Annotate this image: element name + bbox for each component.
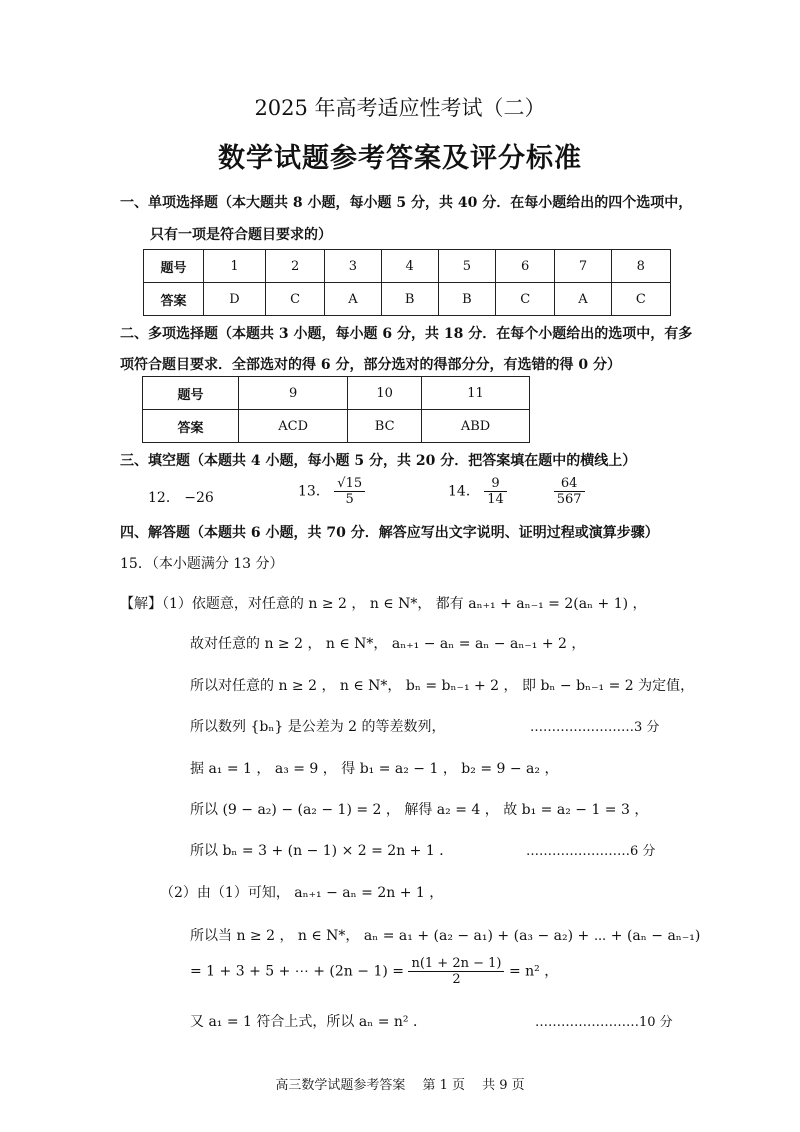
table-cell: A <box>325 283 381 316</box>
document-title: 数学试题参考答案及评分标准 <box>218 143 582 174</box>
solution-line-1 <box>120 593 647 613</box>
row-label-question: 题号 <box>143 377 239 410</box>
q13-fraction <box>334 476 365 507</box>
table-cell: 9 <box>239 377 348 410</box>
solution-line-4: 所以数列 {bₙ} 是公差为 2 的等差数列， <box>190 719 446 735</box>
table-cell: 7 <box>555 250 611 283</box>
table-cell: 5 <box>438 250 495 283</box>
table-cell: ABD <box>422 410 530 443</box>
table-cell: 3 <box>325 250 381 283</box>
table-cell: 1 <box>204 250 266 283</box>
q13-label: 13． <box>298 483 330 500</box>
q14-a-denominator: 14 <box>487 492 504 507</box>
section1-heading-line1: 一、单项选择题（本大题共 8 小题，每小题 5 分，共 40 分．在每小题给出的四个选项中， <box>120 195 693 211</box>
q14-b-numerator: 64 <box>554 476 585 492</box>
solution-line-6: 所以 (9 − a₂) − (a₂ − 1) = 2 ， 解得 a₂ = 4 ， 故 b₁ = a₂ − 1 = 3 ， <box>190 802 649 818</box>
answer-13 <box>298 476 365 507</box>
section3-heading: 三、填空题（本题共 4 小题，每小题 5 分，共 20 分．把答案填在题中的横线上） <box>120 453 637 469</box>
table-cell: 4 <box>381 250 438 283</box>
question-15-title: 15．（本小题满分 13 分） <box>120 556 284 572</box>
q14-label: 14． <box>448 483 480 500</box>
solution-line-3: 所以对任意的 n ≥ 2 ， n ∈ N*， bₙ = bₙ₋₁ + 2 ， 即 bₙ − bₙ₋₁ = 2 为定值， <box>190 678 695 694</box>
solution-part2-line-3 <box>190 956 558 987</box>
row-label-answer: 答案 <box>143 410 239 443</box>
solution-text: 依题意，对任意的 n ≥ 2 ， n ∈ N*， 都有 aₙ₊₁ + aₙ₋₁ = 2(aₙ + 1) ， <box>191 596 647 612</box>
section2-heading-line1: 二、多项选择题（本题共 3 小题，每小题 6 分，共 18 分．在每个小题给出的选项中，有多 <box>120 326 693 342</box>
table-cell: 6 <box>496 250 555 283</box>
q12-label: 12． <box>148 490 180 506</box>
row-label-answer: 答案 <box>144 283 204 316</box>
table-cell: B <box>438 283 495 316</box>
section2-heading-line2: 项符合题目要求．全部选对的得 6 分，部分选对的得部分分，有选错的得 0 分） <box>120 357 621 373</box>
q14-fraction-b <box>554 476 585 507</box>
table-cell: C <box>496 283 555 316</box>
solution-part2-line-4: 又 a₁ = 1 符合上式，所以 aₙ = n² ． <box>190 1014 427 1030</box>
solution-part2-line-2: 所以当 n ≥ 2 ， n ∈ N*， aₙ = a₁ + (a₂ − a₁) + (a₃ − a₂) + ⋯ + (aₙ − aₙ₋₁) <box>190 928 701 944</box>
table-cell: 10 <box>348 377 422 410</box>
table-cell: B <box>381 283 438 316</box>
table-cell: A <box>555 283 611 316</box>
answer-14 <box>448 476 585 507</box>
sum-fraction <box>408 956 504 987</box>
solution-line-5: 据 a₁ = 1 ， a₃ = 9 ， 得 b₁ = a₂ − 1 ， b₂ = 9 − a₂ ， <box>190 761 559 777</box>
table-cell: C <box>265 283 324 316</box>
single-choice-answer-table <box>143 249 671 316</box>
solution-prefix: 【解】（1） <box>120 596 192 612</box>
score-3: ……………………3 分 <box>530 720 660 735</box>
table-cell: 11 <box>422 377 530 410</box>
solution-line-2: 故对任意的 n ≥ 2 ， n ∈ N*， aₙ₊₁ − aₙ = aₙ − aₙ₋₁ + 2 ， <box>190 636 586 652</box>
table-cell: ACD <box>239 410 348 443</box>
section1-heading-line2: 只有一项是符合题目要求的） <box>150 227 332 243</box>
q14-a-numerator: 9 <box>484 476 507 492</box>
table-row <box>143 410 530 443</box>
table-row <box>144 283 671 316</box>
multi-choice-answer-table <box>142 376 530 443</box>
table-row <box>144 250 671 283</box>
table-cell: 8 <box>611 250 670 283</box>
q14-b-denominator: 567 <box>556 492 582 507</box>
table-cell: D <box>204 283 266 316</box>
sum-fraction-numerator: n(1 + 2n − 1) <box>408 956 504 972</box>
q14-fraction-a <box>484 476 507 507</box>
page-footer: 高三数学试题参考答案 第 1 页 共 9 页 <box>275 1078 525 1093</box>
section4-heading: 四、解答题（本题共 6 小题，共 70 分．解答应写出文字说明、证明过程或演算步骤） <box>120 525 659 541</box>
sum-fraction-denominator: 2 <box>452 972 461 987</box>
table-cell: 2 <box>265 250 324 283</box>
row-label-question: 题号 <box>144 250 204 283</box>
q13-denominator: 5 <box>345 492 354 507</box>
score-10: ……………………10 分 <box>535 1015 673 1030</box>
sum-result: = n² ， <box>508 963 559 980</box>
q13-numerator: √15 <box>334 476 365 492</box>
sum-expression: = 1 + 3 + 5 + ⋯ + (2n − 1) = <box>190 963 404 980</box>
table-cell: C <box>611 283 670 316</box>
score-6: ……………………6 分 <box>526 844 656 859</box>
answer-12 <box>148 487 214 507</box>
q12-answer: −26 <box>184 490 214 506</box>
table-row <box>143 377 530 410</box>
table-cell: BC <box>348 410 422 443</box>
solution-part2-line-1: （2）由（1）可知， aₙ₊₁ − aₙ = 2n + 1 ， <box>160 885 444 901</box>
solution-line-7: 所以 bₙ = 3 + (n − 1) × 2 = 2n + 1 ． <box>190 843 454 859</box>
exam-title: 2025 年高考适应性考试（二） <box>254 96 546 120</box>
